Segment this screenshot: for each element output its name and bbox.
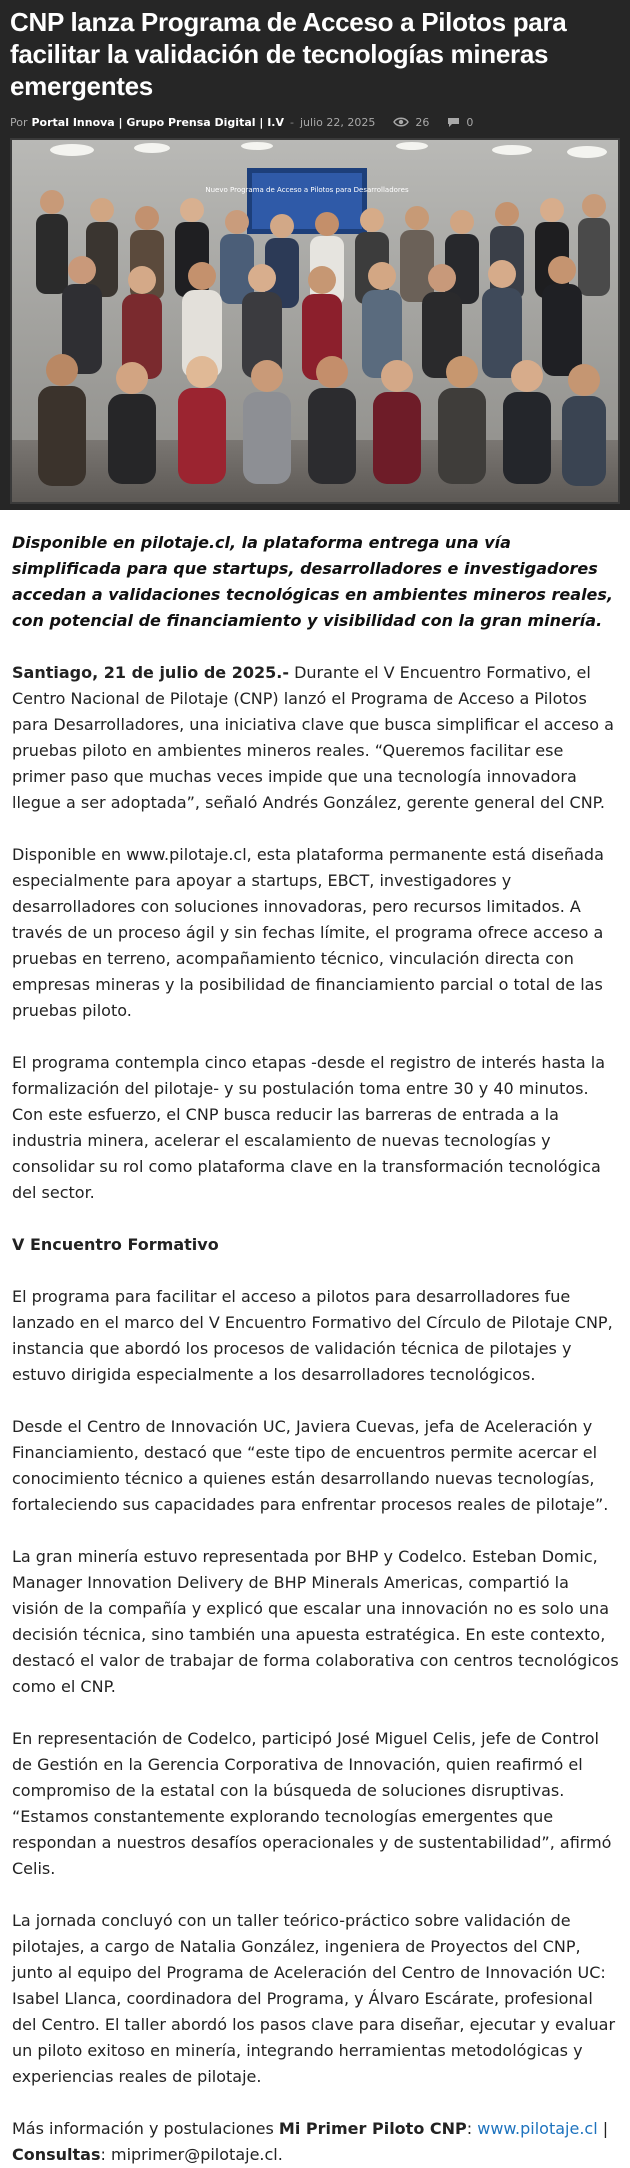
paragraph-5: Desde el Centro de Innovación UC, Javiera Cuevas, jefa de Aceleración y Financiamiento, destacó que “este tipo de encuentros permite acercar el conocimiento técnico a quienes están desarrollando nuevas tecnologías, fortaleciendo sus capacidades para enfrentar procesos reales de pilotaje”. [12,1417,609,1514]
publish-date: julio 22, 2025 [299,115,376,129]
colon: : [466,2119,478,2138]
views-counter [393,116,429,129]
program-name: Mi Primer Piloto CNP [278,2119,467,2138]
screen-caption: Nuevo Programa de Acceso a Pilotos para Desarrolladores [205,186,409,194]
article-body [0,510,630,2168]
article-header [0,0,630,510]
hero-image [10,138,620,504]
article-title: CNP lanza Programa de Acceso a Pilotos para facilitar la validación de tecnologías mineras emergentes [10,7,567,101]
views-count: 26 [415,115,430,129]
paragraph-6: La gran minería estuvo representada por BHP y Codelco. Esteban Domic, Manager Innovation Delivery de BHP Minerals Americas, compartió la visión de la compañía y explicó que escalar una innovación no es solo una decisión técnica, sino también una apuesta estratégica. En este contexto, destacó el valor de trabajar de forma colaborativa con centros tecnológicos como el CNP. [12,1547,619,1696]
article-lead: Disponible en pilotaje.cl, la plataforma entrega una vía simplificada para que startups, desarrolladores e investigadores accedan a validaciones tecnológicas en ambientes mineros reales, con potencial de financiamiento y visibilidad con la gran minería. [12,533,613,630]
website-link[interactable]: www.pilotaje.cl [477,2119,598,2138]
paragraph-3: El programa contempla cinco etapas -desde el registro de interés hasta la formalización del pilotaje- y su postulación toma entre 30 y 40 minutos. Con este esfuerzo, el CNP busca reducir las barreras de entrada a la industria minera, acelerar el escalamiento de nuevas tecnologías y consolidar su rol como plataforma clave en la transformación tecnológica del sector. [12,1053,606,1202]
author-link[interactable]: Portal Innova | Grupo Prensa Digital | I.V [31,115,284,129]
article-meta [10,114,620,130]
paragraph-4: El programa para facilitar el acceso a pilotos para desarrolladores fue lanzado en el marco del V Encuentro Formativo del Círculo de Pilotaje CNP, instancia que abordó los procesos de validación técnica de pilotajes y estuvo dirigida especialmente a los desarrolladores tecnológicos. [12,1287,613,1384]
paragraph-1-text: Durante el V Encuentro Formativo, el Centro Nacional de Pilotaje (CNP) lanzó el Programa de Acceso a Pilotos para Desarrolladores, una iniciativa clave que busca simplificar el acceso a pruebas piloto en ambientes mineros reales. “Queremos facilitar ese primer paso que muchas veces impide que una tecnología innovadora llegue a ser adoptada”, señaló Andrés González, gerente general del CNP. [12,663,614,812]
info-text: Más información y postulaciones [12,2119,279,2138]
meta-separator: - [290,115,294,129]
consultas-label: Consultas [12,2145,101,2164]
paragraph-1 [12,660,620,816]
dateline: Santiago, 21 de julio de 2025.- [12,663,289,682]
section-subheading: V Encuentro Formativo [12,1235,219,1254]
paragraph-7: En representación de Codelco, participó José Miguel Celis, jefe de Control de Gestión en la Gerencia Corporativa de Innovación, quien reafirmó el compromiso de la estatal con la búsqueda de soluciones disruptivas. “Estamos constantemente explorando tecnologías emergentes que respondan a nuestros desafíos operacionales y de sustentabilidad”, afirmó Celis. [12,1729,612,1878]
paragraph-2: Disponible en www.pilotaje.cl, esta plataforma permanente está diseñada especialmente para apoyar a startups, EBCT, investigadores y desarrolladores con soluciones innovadoras, pero recursos limitados. A través de un proceso ágil y sin fechas límite, el programa ofrece acceso a pruebas en terreno, acompañamiento técnico, vinculación directa con empresas mineras y la posibilidad de financiamiento parcial o total de las pruebas piloto. [12,845,604,1020]
contact-email[interactable]: miprimer@pilotaje.cl. [110,2145,283,2164]
comments-counter[interactable] [447,116,473,129]
paragraph-8: La jornada concluyó con un taller teórico-práctico sobre validación de pilotajes, a cargo de Natalia González, ingeniera de Proyectos del CNP, junto al equipo del Programa de Aceleración del Centro de Innovación UC: Isabel Llanca, coordinadora del Programa, y Álvaro Escárate, profesional del Centro. El taller abordó los pasos clave para diseñar, ejecutar y evaluar un piloto exitoso en minería, integrando herramientas metodológicas y experiencias reales de pilotaje. [12,1911,616,2086]
comments-count: 0 [466,115,474,129]
comment-icon [447,117,460,128]
pipe-separator: | [597,2119,609,2138]
by-label: Por [10,115,28,129]
eye-icon [393,117,409,127]
svg-text:Nuevo Programa de Acceso a Pil [205,186,409,194]
footer-info [12,2116,620,2168]
front-row-people [38,354,606,486]
email-prefix: : [100,2145,111,2164]
group-photo [12,140,618,502]
